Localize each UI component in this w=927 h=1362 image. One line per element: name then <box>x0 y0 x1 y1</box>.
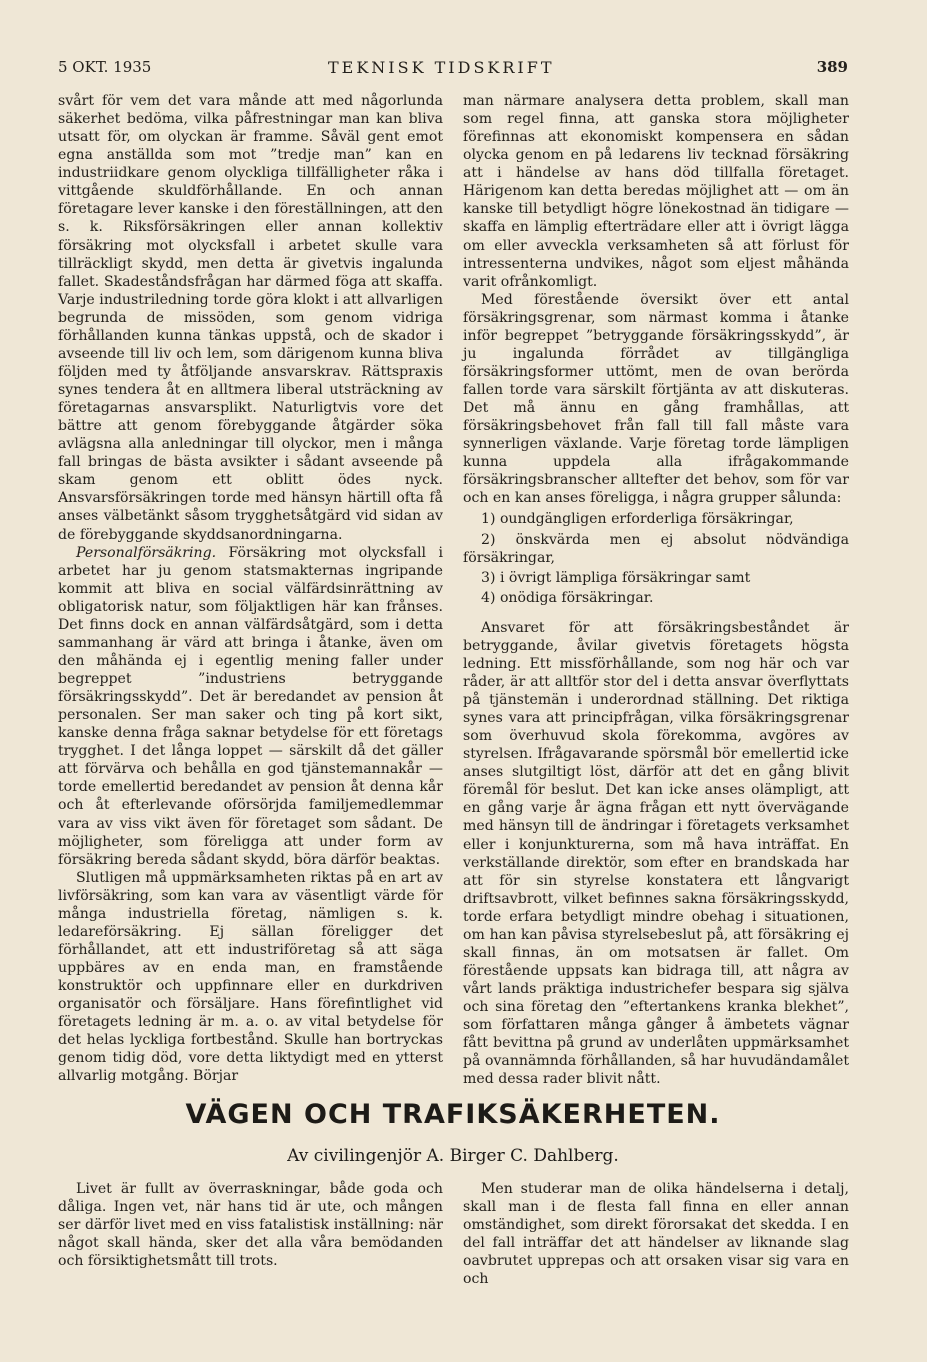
left-paragraph-1: svårt för vem det vara månde att med någorlunda säkerhet bedöma, vilka påfrestningar man kan bliva utsatt för, om olyckan är framme. Såväl gent emot egna anställda som mot ”tredje man” kan en industriidkare genom olyckliga tillfälligheter råka i vittgående skuldförhållande. En och annan företagare lever kanske i den föreställningen, att den s. k. Riksförsäkringen eller annan kollektiv försäkring mot olycksfall i arbetet skulle vara tillräckligt skydd, men detta är givetvis ingalunda fallet. Skadeståndsfrågan har därmed föga att skaffa. Varje industriledning torde göra klokt i att allvarligen begrunda de missöden, som genom vidriga förhållanden kunna tänkas uppstå, och de skador i avseende till liv och lem, som därigenom kunna bliva följden med ty åtföljande ansvarskrav. Rättspraxis synes tendera åt en alltmera liberal utsträckning av företagarnas ansvarsplikt. Naturligtvis vore det bättre att genom förebyggande åtgärder söka avlägsna alla anledningar till olyckor, men i många fall bringas de bästa avsikter i sådant avseende på skam genom ett oblitt ödes nyck. Ansvarsförsäkringen torde med hänsyn härtill ofta få anses välbetänkt såsom trygghetsåtgärd vid sidan av de förebyggande skyddsanordningarna. <box>58 93 443 543</box>
right-paragraph-2: Med förestående översikt över ett antal försäkringsgrenar, som närmast komma i åtanke inför begreppet ”betryggande försäkringsskydd”, är ju ingalunda förrådet av tillgängliga försäkringsformer uttömt, men de ovan berörda fallen torde vara särskilt förtjänta av att diskuteras. Det må ännu en gång framhållas, att försäkringsbehovet från fall till fall måste vara synnerligen växlande. Varje företag torde lämpligen kunna uppdela alla ifrågakommande försäkringsbranscher alltefter det behov, som för var och en kan anses föreligga, i några grupper sålunda: <box>463 291 849 507</box>
left-paragraph-2-text: Försäkring mot olycksfall i arbetet har ju genom statsmakternas ingripande kommit att bliva en social välfärdsinrättning av obligatorisk natur, som följaktligen här kan frånses. Det finns dock en annan välfärdsåtgärd, som i detta sammanhang är värd att bringa i åtanke, även om den måhända ej i egentlig mening faller under begreppet ”industriens betryggande försäkringsskydd”. Det är beredandet av pension åt personalen. Ser man saker och ting på kort sikt, kanske denna fråga saknar betydelse för ett företags trygghet. I det långa loppet — särskilt då det gäller att förvärva och behålla en god tjänstemannakår — torde emellertid beredandet av pension åt denna kår och åt efterlevande oförsörjda familjemedlemmar vara av viss vikt även för företaget som sådant. De möjligheter, som föreligga att under form av försäkring bereda sådant skydd, böra därför beaktas. <box>58 544 443 868</box>
left-column <box>58 92 443 1085</box>
section-heading-personalforsakring: Personalförsäkring. <box>76 544 217 561</box>
article-right-column <box>463 1180 849 1288</box>
right-paragraph-1: man närmare analysera detta problem, skall man som regel finna, att ganska stora möjligheter förefinnas att ekonomiskt kompensera en sådan olycka genom en på ledarens liv tecknad försäkring att i händelse av hans död tillfalla företaget. Härigenom kan detta beredas möjlighet att — om än kanske till betydligt högre lönekostnad än tidigare — skaffa en lämplig efterträdare eller att i övrigt lägga om eller avveckla verksamheten så att förlust för intressenterna undvikes, något som eljest måhända varit ofrånkomligt. <box>463 93 849 290</box>
issue-date: 5 OKT. 1935 <box>58 58 152 76</box>
list-item: 3) i övrigt lämpliga försäkringar samt <box>481 569 751 586</box>
right-column <box>463 92 849 1088</box>
article-title: VÄGEN OCH TRAFIKSÄKERHETEN. <box>185 1099 721 1130</box>
running-head <box>58 58 848 80</box>
left-paragraph-3: Slutligen må uppmärksamheten riktas på en art av livförsäkring, som kan vara av väsentligt värde för många industriella företag, nämligen s. k. ledareförsäkring. Ej sällan föreligger det förhållandet, att ett industriföretag så att säga uppbäres av en enda man, en framstående konstruktör och uppfinnare eller en durkdriven organisatör och försäljare. Hans förefintlighet vid företagets ledning är m. a. o. av vital betydelse för det helas lyckliga fortbestånd. Skulle han bortryckas genom tidig död, vore detta liktydigt med en ytterst allvarlig motgång. Börjar <box>58 869 443 1085</box>
article-left-column <box>58 1180 443 1270</box>
list-item: 2) önskvärda men ej absolut nödvändiga försäkringar, <box>463 531 849 566</box>
list-item: 1) oundgängligen erforderliga försäkringar, <box>481 511 794 528</box>
page-number: 389 <box>816 58 848 76</box>
article-paragraph-left: Livet är fullt av överraskningar, både goda och dåliga. Ingen vet, när hans tid är ute, och mången ser därför livet med en viss fatalistisk inställning: när något skall hända, sker det alla våra bemödanden och försiktighetsmått till trots. <box>58 1181 443 1270</box>
right-paragraph-3: Ansvaret för att försäkringsbeståndet är betryggande, åvilar givetvis företagets högsta ledning. Ett missförhållande, som nog här och var råder, är att alltför stor del i detta ansvar överflyttats på tjänstemän i underordnad ställning. Det riktiga synes vara att principfrågan, vilka försäkringsgrenar som överhuvud skola förekomma, avgöres av styrelsen. Ifrågavarande spörsmål bör emellertid icke anses slutgiltigt löst, därför att det en gång blivit föremål för beslut. Det kan icke anses olämpligt, att en gång varje år ägna frågan ett nytt övervägande med hänsyn till de ändringar i företagets verksamhet eller i konjunkturerna, som må hava inträffat. En verkställande direktör, som efter en brandskada har att för sin styrelse konstatera ett långvarigt driftsavbrott, vilket befinnes sakna försäkringsskydd, torde erfara betydligt mindre obehag i situationen, om han kan påvisa styrelsebeslut på, att försäkring ej skall finnas, än om motsatsen är fallet. Om förestående uppsats kan bidraga till, att några av vårt lands präktiga industrichefer bespara sig själva och sina företag den ”eftertankens kranka blekhet”, som författaren många gånger å ämbetets vägnar fått bevittna på grund av underlåten uppmärksamhet på ovannämnda förhållanden, så har huvudändamålet med dessa rader blivit nått. <box>463 619 849 1088</box>
article-byline: Av civilingenjör A. Birger C. Dahlberg. <box>287 1146 619 1166</box>
journal-title: TEKNISK TIDSKRIFT <box>328 58 555 77</box>
article-paragraph-right: Men studerar man de olika händelserna i detalj, skall man i de flesta fall finna en eller annan omständighet, som direkt förorsakat det skedda. I en del fall inträffar det att händelser av liknande slag oavbrutet upprepas och att orsaken visar sig vara en och <box>463 1181 849 1288</box>
left-paragraph-2 <box>58 544 443 869</box>
insurance-group-list <box>463 510 849 606</box>
list-item: 4) onödiga försäkringar. <box>481 589 654 606</box>
